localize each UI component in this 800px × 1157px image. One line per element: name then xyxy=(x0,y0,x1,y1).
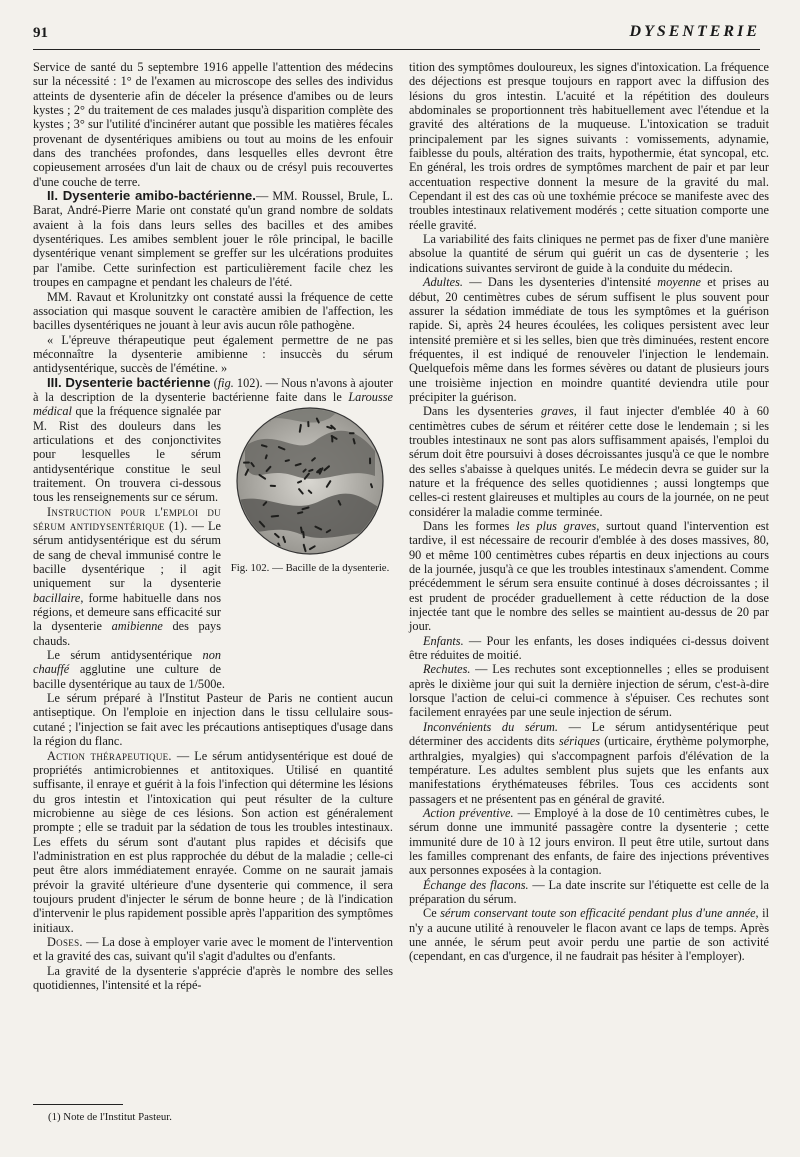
paragraph-text: — La dose à employer varie avec le moment de l'intervention et la gravité des cas, suivant qu'il s'agit d'adultes ou d'enfants. xyxy=(33,934,393,964)
rechutes-paragraph xyxy=(409,662,769,719)
bacillus-micrograph xyxy=(235,406,385,556)
paragraph-text: Ce xyxy=(423,906,441,921)
paragraph: La variabilité des faits cliniques ne permet pas de fixer d'une manière absolue la quantité de sérum qui guérit un cas de dysenterie ; les indications suivantes serviront de guide à la conduite du médecin. xyxy=(409,232,769,275)
figure-reference: fig. xyxy=(217,375,234,390)
paragraph-text: Le sérum antidysentérique xyxy=(47,648,203,663)
paragraph-text: , il faut injecter d'emblée 40 à 60 centimètres cubes de sérum et réitérer cette dose le lendemain ; si les troubles intestinaux ne sont pas alors suffisamment apaisés, l'emploi du sérum doit être poursuivi à doses décroissantes jusqu'à ce que le nombre des selles s'abaisse à quelques unités. Le médecin devra se guider sur la nature et la fréquence des selles quotidiennes ; aussi longtemps que celles-ci restent glaireuses et multiples au cours de la journée, on ne peut considérer la maladie comme terminée. xyxy=(409,404,769,519)
section-ii xyxy=(33,189,393,289)
action-heading: Action thérapeutique. xyxy=(47,748,172,763)
paragraph-text: Dans les dysenteries xyxy=(423,404,541,419)
paragraph-text: — Les rechutes sont exceptionnelles ; elles se produisent après le dixième jour qui suit la dernière injection de sérum, c'est-à-dire lorsque l'action de celui-ci commence à s'épuiser. Ces rechutes sont facilement enrayées par une seule injection de sérum. xyxy=(409,662,769,720)
figure-102 xyxy=(227,406,393,666)
emphasis: sériques xyxy=(559,734,600,749)
section-iii: III. Dysenterie bactérienne (fig. 102). — Nous n'avons à ajouter à la description de la dysenterie bactérienne faite dans le Larousse médical Fig. 102. — Bacille de la dysenterie. que la fréquence signalée par M. Rist des douleurs dans les articulations et des conjonctivites pour lesquelles le sérum antidysentérique constitue le seul traitement. On trouvera ci-dessous tous les renseignements sur ce sérum. xyxy=(33,376,393,505)
preventive-paragraph xyxy=(409,806,769,878)
paragraph: tition des symptômes douloureux, les signes d'intoxication. La fréquence des déjections est presque toujours en rapport avec la diffusion des lésions du gros intestin. L'acuité et la répétition des douleurs abdominales se proportionnent très habituellement avec l'étendue et la gravité des altérations de la muqueuse. L'intoxication se traduit principalement par les signes suivants : vomissements, adynamie, faiblesse du pouls, altération des traits, hypothermie, état syncopal, etc. En général, les trois ordres de symptômes marchent de pair et par leur accentuation respective donnent la mesure de la gravité du mal. Cependant il est des cas où une toxhémie précoce se manifeste avec des troubles intestinaux relativement modérés ; cette situation comporte une réelle gravité. xyxy=(409,60,769,232)
page-number: 91 xyxy=(33,25,48,41)
footnote: (1) Note de l'Institut Pasteur. xyxy=(48,1111,172,1123)
section-heading: II. Dysenterie amibo-bactérienne. xyxy=(47,188,256,204)
subheading: Inconvénients du sérum. xyxy=(423,719,559,734)
paragraph: « L'épreuve thérapeutique peut également permettre de ne pas méconnaître la dysenterie amibienne : insuccès du sérum antidysentérique, succès de l'émétine. » xyxy=(33,332,393,376)
emphasis: amibienne xyxy=(111,619,163,634)
emphasis: bacillaire xyxy=(33,590,81,605)
paragraph-text: — Employé à la dose de 10 centimètres cubes, le sérum donne une immunité passagère contre la dysenterie ; cette immunité dure de 10 à 12 jours environ. Il peut être utile, surtout dans les familles comprenant des enfants, de faire des injections préventives aux personnes exposées à la contagion. xyxy=(409,805,770,878)
paragraph-text: agglutine une culture de bacille dysentérique au taux de 1/500e. xyxy=(33,662,225,691)
paragraph-text: des pays chauds. xyxy=(33,619,221,648)
subheading: Action préventive. xyxy=(423,805,514,820)
paragraph: La gravité de la dysenterie s'apprécie d'après le nombre des selles quotidiennes, l'intensité et la répé- xyxy=(33,963,393,992)
paragraph-text: — Le sérum antidysentérique est du sérum de sang de cheval immunisé contre le bacille dysentérique ; il agit uniquement sur la dysenterie xyxy=(33,519,222,591)
paragraph: Le sérum préparé à l'Institut Pasteur de Paris ne contient aucun antiseptique. On l'emploie en injection dans le tissu cellulaire sous-cutané ; l'injection se fait avec les précautions antiseptiques d'usage dans la région du flanc. xyxy=(33,691,393,749)
emphasis: moyenne xyxy=(657,275,701,290)
paragraph-text: (urticaire, érythème polymorphe, arthralgies, myalgies) qui s'accompagnent parfois d'élévation de la température. Les adultes semblent plus sujets que les enfants aux manifestations érythémateuses fébriles. Tous ces accidents sont passagers et ne présentent pas en général de gravité. xyxy=(409,734,769,806)
paragraph-text: — Le sérum antidysentérique est doué de propriétés antimicrobiennes et antitoxiques. Utilisé en quantité suffisante, il enraye et guérit à la fois l'infection qui détermine les lésions du gros intestin et l'intoxication qui peut résulter de la culture microbienne au siège de ces lésions. Son action est généralement prompte ; elle se traduit par la sédation de tous les troubles intestinaux. Les effets du sérum sont d'autant plus rapides et décisifs que l'administration en est plus rapprochée du début de la maladie ; celle-ci peut être alors immédiatement enrayée. Comme on ne saurait jamais prévoir la gravité ultérieure d'une dysenterie qui commence, il sera toujours prudent d'injecter le sérum de bonne heure ; de là l'indication d'intervenir le plus rapidement possible après l'apparition des symptômes initiaux. xyxy=(33,748,393,935)
action-paragraph xyxy=(33,749,393,935)
subheading: Rechutes. xyxy=(423,662,471,677)
paragraph-text: — La date inscrite sur l'étiquette est celle de la préparation du sérum. xyxy=(409,877,769,906)
paragraph xyxy=(409,906,769,963)
emphasis: non chauffé xyxy=(33,648,221,677)
emphasis: graves xyxy=(541,404,574,419)
left-column xyxy=(33,60,393,992)
right-column xyxy=(409,60,769,964)
paragraph: MM. Ravaut et Krolunitzky ont constaté aussi la fréquence de cette association qui masque souvent le caractère amibien de l'affection, les bacilles dysentériques ne jouant à leur avis aucun rôle pathogène. xyxy=(33,289,393,333)
emphasis: les plus graves xyxy=(516,519,597,533)
doses-heading: Doses. xyxy=(47,934,83,949)
doses-paragraph xyxy=(33,935,393,964)
graves-paragraph xyxy=(409,404,769,519)
paragraph-text: et prises au début, 20 centimètres cubes de sérum suffisent le plus souvent pour assurer la sédation immédiate de tous les symptômes et la guérison rapide. Si, après 24 heures écoulées, les coliques persistent avec leur intensité première et si les selles, bien que très diminuées, restent encore fréquentes, il est indiqué de renouveler l'injection le lendemain. Quelquefois même dans les formes sévères ou datant de plusieurs jours une troisième injection en moindre quantité deviendra utile pour précipiter la guérison. xyxy=(409,275,769,404)
plus-graves-paragraph xyxy=(409,519,769,634)
emphasis: sérum conservant toute son efficacité pendant plus d'une année xyxy=(440,906,756,921)
inconvenients-paragraph xyxy=(409,720,769,806)
paragraph: Service de santé du 5 septembre 1916 appelle l'attention des médecins sur la nécessité : 1° de l'examen au microscope des selles des individus atteints de dysenterie afin de déceler la présence d'amibes ou de leurs kystes ; 2° du traitement de ces malades jusqu'à disparition complète des kystes ; 3° sur l'utilité d'incinérer autant que possible les matières fécales provenant de dysentériques amibiens ou tout au moins de les enfouir dans des tranchées profondes, dans lesquelles elles devront être copieusement arrosées d'un lait de chaux ou de crésyl puis recouvertes d'une couche de terre. xyxy=(33,60,393,189)
paragraph-text: — Dans les dysenteries d'intensité xyxy=(462,275,658,290)
paragraph-text: — Le sérum antidysentérique peut déterminer des accidents dits xyxy=(409,719,769,749)
page-header xyxy=(33,25,760,47)
paragraph-text: , surtout quand l'intervention est tardive, il est nécessaire de recourir d'emblée à des doses massives, 80, 90 et même 100 centimètres cubes répartis en deux injections au cours de la journée, jusqu'à ce que les troubles intestinaux s'amendent. Comme précédemment le sérum sera ensuite continué à doses décroissantes ; il est prudent de procéder graduellement à cette réduction de la dose injectée tant que le nombre des selles se maintient au-dessus de 20 par jour. xyxy=(409,519,770,634)
paragraph-text: , forme habituelle dans nos régions, et demeure sans efficacité sur la dysenterie xyxy=(33,590,221,634)
book-title: Larousse médical xyxy=(33,389,393,419)
subheading: Enfants. xyxy=(423,633,464,648)
instruction-heading: Instruction pour l'emploi du sérum antidysentérique (1). xyxy=(33,504,221,533)
subheading: Échange des flacons. xyxy=(423,877,529,892)
paragraph-text: — Pour les enfants, les doses indiquées ci-dessus doivent être réduites de moitié. xyxy=(409,633,769,663)
running-title: DYSENTERIE xyxy=(629,23,760,40)
adultes-paragraph xyxy=(409,275,769,404)
section-text: que la fréquence signalée par M. Rist des douleurs dans les articulations et des conjonctivites pour lesquelles le sérum antidysentérique constitue le seul traitement. On trouvera ci-dessous tous les renseignements sur ce sérum. xyxy=(33,404,221,505)
header-rule xyxy=(33,49,760,50)
paragraph-text: Dans les formes xyxy=(423,519,517,533)
footnote-rule xyxy=(33,1104,123,1105)
enfants-paragraph xyxy=(409,634,769,663)
section-heading: III. Dysenterie bactérienne xyxy=(47,374,211,390)
section-text: Nous n'avons à ajouter à la description de la dysenterie bactérienne faite dans le xyxy=(33,375,394,404)
figure-caption: Fig. 102. — Bacille de la dysenterie. xyxy=(230,562,390,575)
paragraph-text: , il n'y a aucune utilité à renouveler le flacon avant ce laps de temps. Après une année, le sérum peut avoir perdu une partie de son activité (cependant, en cas d'urgence, il ne faudrait pas hésiter à l'employer). xyxy=(409,906,770,964)
figure-reference-number: 102). — xyxy=(233,375,282,390)
subheading: Adultes. xyxy=(423,275,463,290)
section-text: — MM. Roussel, Brule, L. Barat, André-Pierre Marie ont constaté qu'un grand nombre de soldats avaient à la fois dans leurs selles des bacilles et des amibes dysentériques. Les amibes semblent jouer le rôle principal, le bacille dysentérique venant simplement se greffer sur les ulcérations produites par l'amibe. Cette surinfection est particulièrement facile chez les troupes en campagne et pendant les chaleurs de l'été. xyxy=(33,189,393,290)
flacons-paragraph xyxy=(409,878,769,907)
